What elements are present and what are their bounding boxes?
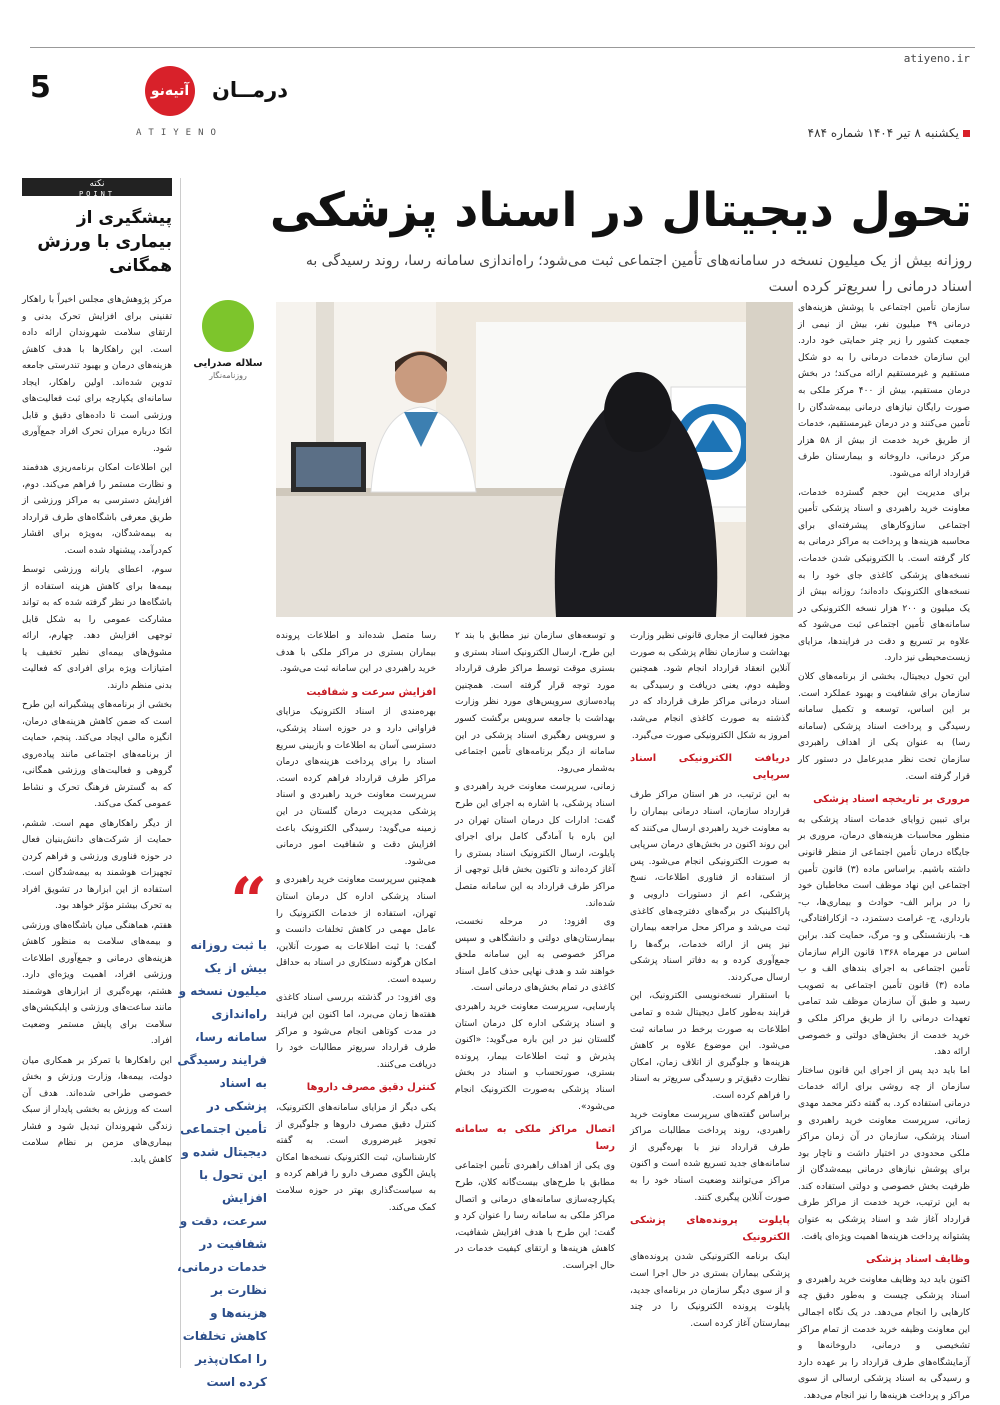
article-paragraph: وی افزود: در گذشته بررسی اسناد کاغذی هفته‌ها زمان می‌برد، اما اکنون این فرایند در مدت کوتاهی انجام می‌شود و مراکز طرف قرارداد سریع‌تر مطالبات خود را دریافت می‌کنند. <box>276 993 436 1070</box>
sidebar-label: نکته <box>89 179 105 189</box>
article-paragraph: براساس گفته‌های سرپرست معاونت خرید راهبردی، روند پرداخت مطالبات مراکز طرف قرارداد نیز با بهره‌گیری از سامانه‌های جدید تسریع شده است و اکنون مراکز می‌توانند وضعیت اسناد خود را به صورت آنلاین پیگیری کنند. <box>630 1109 790 1203</box>
article-subheading: اتصال مراکز ملکی به سامانه رسا <box>455 1124 615 1152</box>
article-paragraph: پارسایی، سرپرست معاونت خرید راهبردی و اسناد پزشکی اداره کل درمان استان گلستان نیز در این باره می‌گوید: «اکنون پذیرش و ثبت اطلاعات بیمار، پرونده بستری، صورتحساب و اسناد در بخش اسناد پزشکی به‌صورت الکترونیک انجام می‌شود». <box>455 1002 615 1112</box>
author-name: سلاله صدرایی <box>193 358 263 369</box>
article-paragraph: سازمان تأمین اجتماعی با پوشش هزینه‌های درمانی ۴۹ میلیون نفر، بیش از نیمی از جمعیت کشور را زیر چتر حمایتی خود دارد. این سازمان خدمات درمانی را به دو شکل مستقیم و غیرمستقیم ارائه می‌کند؛ در بخش درمان مستقیم، بیش از ۴۰۰ مرکز ملکی به صورت رایگان نیازهای درمانی بیمه‌شدگان را تأمین می‌کنند و در درمان غیرمستقیم، خدمات از طریق خرید خدمت از بیش از ۵۸ هزار مرکز درمانی، داروخانه و بیمارستان طرف قرارداد ارائه می‌شود. <box>798 303 971 479</box>
article-subheading: دریافت الکترونیکی اسناد سرپایی <box>630 753 790 781</box>
article-paragraph: یکی دیگر از مزایای سامانه‌های الکترونیک، کنترل دقیق مصرف داروها و جلوگیری از تجویز غیرضروری است. به گفته کارشناسان، ثبت الکترونیک نسخه‌ها امکان پایش الگوی مصرف دارو را فراهم کرده و به سیاست‌گذاری بهتر در حوزه سلامت کمک می‌کند. <box>276 1103 436 1213</box>
article-paragraph: این تحول دیجیتال، بخشی از برنامه‌های کلان سازمان برای شفافیت و بهبود عملکرد است. بر این اساس، توسعه و تکمیل سامانه رسیدگی و پرداخت اسناد پزشکی (سامانه رسا) به عنوان یکی از اهداف راهبردی سازمان تحت نظر مدیرعامل در دستور کار قرار گرفته است. <box>798 672 970 782</box>
article-column-c <box>276 628 436 1368</box>
article-column-right <box>798 300 971 1401</box>
article-paragraph: اکنون باید دید وظایف معاونت خرید راهبردی و اسناد پزشکی چیست و به‌طور دقیق چه کارهایی را انجام می‌دهد. در یک نگاه اجمالی این معاونت وظیفه خرید خدمت از تمام مراکز تشخیصی و درمانی، داروخانه‌ها و آزمایشگاه‌های طرف قرارداد را بر عهده دارد و رسیدگی به اسناد پزشکی ارسالی از سوی مراکز و پرداخت هزینه‌ها را نیز انجام می‌دهد. <box>798 1274 970 1401</box>
author-box <box>192 300 264 380</box>
article-paragraph: اما باید دید پس از اجرای این قانون ساختار سازمان از چه روشی برای ارائه خدمات درمانی استفاده کرد. به گفته دکتر محمد مهدی زمانی، سرپرست معاونت خرید راهبردی و اسناد پزشکی، سازمان در آن زمان مراکز ملکی محدودی در اختیار داشت و ناچار بود برای پوشش نیازهای درمانی بیمه‌شدگان از ظرفیت بخش خصوصی و دولتی استفاده کند. به این ترتیب، خرید خدمت از مراکز طرف قرارداد آغاز شد و اسناد پزشکی به عنوان پشتوانه پرداخت هزینه‌ها اهمیت ویژه‌ای یافت. <box>798 1065 970 1242</box>
page-header <box>0 0 1000 170</box>
sidebar-label-latin: POINT <box>78 190 116 198</box>
article-paragraph: وی یکی از اهداف راهبردی تأمین اجتماعی مطابق با طرح‌های بیست‌گانه کلان، طرح یکپارچه‌سازی سامانه‌های درمانی و اتصال مراکز ملکی به سامانه رسا را عنوان کرد و گفت: این طرح با هدف افزایش شفافیت، کاهش هزینه‌ها و ارتقای کیفیت خدمات در حال اجراست. <box>455 1161 615 1271</box>
sidebar-body <box>22 292 172 1168</box>
doctor-consultation-illustration <box>276 302 793 617</box>
top-rule <box>30 47 975 48</box>
sidebar-label-bar <box>22 178 172 196</box>
author-avatar <box>202 300 254 352</box>
article-paragraph: برای مدیریت این حجم گسترده خدمات، معاونت خرید راهبردی و اسناد پزشکی تأمین اجتماعی سازوکارهای پیشرفته‌ای برای محاسبه هزینه‌ها و پرداخت به مراکز درمانی به کار گرفته است. با الکترونیکی شدن خدمات، نسخه‌های پزشکی کاغذی جای خود را به نسخه‌های الکترونیک داده‌اند؛ روزانه بیش از یک میلیون و ۲۰۰ هزار نسخه الکترونیکی در سامانه‌های تأمین اجتماعی ثبت می‌شود که علاوه بر تسریع و دقت در فرایندها، مزایای زیست‌محیطی نیز دارد. <box>798 487 970 664</box>
article-column-b <box>455 628 615 1368</box>
sidebar-paragraph: بخشی از برنامه‌های پیشگیرانه این طرح است که ضمن کاهش هزینه‌های درمان، انگیزه مالی ایجاد می‌کند. پنجم، حمایت از برنامه‌های اجتماعی مانند پیاده‌روی گروهی و فعالیت‌های ورزشی همگانی، که به گسترش فرهنگ تحرک و نشاط عمومی کمک می‌کند. <box>22 700 172 809</box>
sidebar-paragraph: هفتم، هماهنگی میان باشگاه‌های ورزشی و بیمه‌های سلامت به منظور کاهش هزینه‌های درمانی و جمع‌آوری اطلاعات ورزشی افراد، اهمیت ویژه‌ای دارد. هشتم، بهره‌گیری از ابزارهای هوشمند مانند ساعت‌های ورزشی و اپلیکیشن‌های سلامت برای پایش مستمر وضعیت افراد. <box>22 920 172 1046</box>
pull-quote <box>175 864 267 1394</box>
brand-logo: آتیه‌نو <box>145 66 195 116</box>
issue-info <box>808 126 970 140</box>
issue-info-text: یکشنبه ۸ تیر ۱۴۰۴ شماره ۴۸۴ <box>807 126 959 140</box>
article-paragraph: وی افزود: در مرحله نخست، بیمارستان‌های دولتی و دانشگاهی و سپس مراکز خصوصی به این سامانه ملحق خواهند شد و هدف نهایی حذف کامل اسناد کاغذی در تمام بخش‌های درمانی است. <box>455 917 615 994</box>
sidebar-column <box>22 178 172 1368</box>
sidebar-paragraph: این راهکارها با تمرکز بر همکاری میان دولت، بیمه‌ها، وزارت ورزش و بخش خصوصی طراحی شده‌اند. هدف آن است که ورزش به بخشی پایدار از سبک زندگی شهروندان تبدیل شود و فشار بیماری‌های مزمن بر نظام سلامت کاهش یابد. <box>22 1055 172 1165</box>
article-paragraph: و توسعه‌های سازمان نیز مطابق با بند ۲ این طرح، ارسال الکترونیک اسناد بستری و بستری موقت توسط مراکز طرف قرارداد مورد توجه قرار گرفته است. همچنین پیاده‌سازی سرویس‌های مورد نظر وزارت بهداشت با جامعه سرویس برگشت کسور و سرویس رهگیری اسناد پزشکی در این سامانه از دیگر برنامه‌های تأمین اجتماعی به‌شمار می‌رود. <box>455 631 615 774</box>
page-number: 5 <box>30 70 51 105</box>
section-name: درمــان <box>212 78 289 102</box>
article-headline: تحول دیجیتال در اسناد پزشکی <box>269 183 972 238</box>
sidebar-title: پیشگیری از بیماری با ورزش همگانی <box>37 208 172 276</box>
site-url[interactable]: atiyeno.ir <box>903 52 970 65</box>
issue-dot-icon <box>963 130 970 137</box>
sidebar-paragraph: مرکز پژوهش‌های مجلس اخیراً با راهکار تقنینی برای افزایش تحرک بدنی و ارتقای سلامت شهروندان ارائه داده است. این راهکارها با هدف کاهش هزینه‌های درمان و بهبود تندرستی جامعه تدوین شده‌اند. اولین راهکار، ایجاد سامانه‌ای یکپارچه برای ثبت فعالیت‌های ورزشی است تا داده‌های دقیق و قابل اتکا درباره میزان تحرک افراد جمع‌آوری شود. <box>22 295 172 454</box>
sidebar-paragraph: این اطلاعات امکان برنامه‌ریزی هدفمند و نظارت مستمر را فراهم می‌کند. دوم، افزایش دسترسی به مراکز ورزشی از طریق معرفی باشگاه‌های طرف قرارداد به بیمه‌شدگان، به‌ویژه برای اقشار کم‌درآمد، پیشنهاد شده است. <box>22 463 172 556</box>
article-subheading: وظایف اسناد پزشکی <box>866 1254 970 1266</box>
article-paragraph: برای تبیین زوایای خدمات اسناد پزشکی به منظور محاسبات هزینه‌های درمان، مروری بر جایگاه درمان تأمین اجتماعی از منظر قانونی داشته باشیم. براساس ماده (۳) قانون تأمین اجتماعی این نهاد موظف است مخاطبان خود را در برابر الف- حوادث و بیماری‌ها، ب- بارداری، ج- غرامت دستمزد، د- ازکارافتادگی، هـ- بازنشستگی و و- مرگ، حمایت کند. براین اساس در مهرماه ۱۳۶۸ قانون الزام سازمان تأمین اجتماعی به اجرای بندهای الف و ب ماده (۳) قانون تأمین اجتماعی به تصویب رسید و طبق آن سازمان موظف شد تمامی تعهدات درمانی را از طریق مراکز ملکی و خرید خدمت از بخش‌های دولتی و خصوصی ارائه دهد. <box>798 814 970 1058</box>
article-subheading: کنترل دقیق مصرف داروها <box>306 1082 436 1094</box>
article-lead: روزانه بیش از یک میلیون نسخه در سامانه‌های تأمین اجتماعی ثبت می‌شود؛ راه‌اندازی سامانه رسا، روند رسیدگی به اسناد درمانی را سریع‌تر کرده است <box>305 253 972 295</box>
quote-mark-icon: “ <box>230 864 267 939</box>
sidebar-paragraph: سوم، اعطای یارانه ورزشی توسط بیمه‌ها برای کاهش هزینه استفاده از باشگاه‌ها در نظر گرفته شده که به تواند مشارکت عمومی را به شکل قابل توجهی افزایش دهد. چهارم، ارائه مشوق‌های بیمه‌ای نظیر تخفیف یا امتیازات ویژه برای افرادی که فعالیت بدنی منظم دارند. <box>22 565 172 691</box>
article-subheading: مروری بر تاریخچه اسناد پزشکی <box>813 794 970 806</box>
sidebar-paragraph: از دیگر راهکارهای مهم است. ششم، حمایت از شرکت‌های دانش‌بنیان فعال در حوزه فناوری ورزشی و فراهم کردن تجهیزات هوشمند به بیمه‌شدگان است. استفاده از این ابزارها در تشویق افراد به تحرک بیشتر مؤثر خواهد بود. <box>22 818 172 911</box>
article-column-a <box>630 628 790 1368</box>
author-role: روزنامه‌نگار <box>209 371 247 380</box>
article-subheading: افزایش سرعت و شفافیت <box>306 686 436 698</box>
brand-logo-latin: ATIYENO <box>136 128 223 138</box>
article-subheading: پایلوت پرونده‌های پزشکی الکترونیک <box>630 1215 790 1243</box>
article-paragraph: با استقرار نسخه‌نویسی الکترونیک، این فرایند به‌طور کامل دیجیتال شده و تمامی اطلاعات به صورت برخط در سامانه ثبت می‌شود. این موضوع علاوه بر کاهش هزینه‌ها و جلوگیری از اتلاف زمان، امکان نظارت دقیق‌تر و رسیدگی سریع‌تر به اسناد را فراهم کرده است. <box>630 991 790 1102</box>
article-paragraph: اینک برنامه الکترونیکی شدن پرونده‌های پزشکی بیماران بستری در حال اجرا است و از سوی دیگر سازمان در برنامه‌ای جدید، پایلوت پرونده الکترونیک را در چند بیمارستان آغاز کرده است. <box>630 1252 790 1329</box>
article-paragraph: همچنین سرپرست معاونت خرید راهبردی و اسناد پزشکی اداره کل درمان استان تهران، استفاده از خدمات الکترونیک را عامل مهمی در کاهش تخلفات دانست و گفت: با ثبت اطلاعات به صورت آنلاین، امکان هرگونه دستکاری در اسناد به حداقل رسیده است. <box>276 875 436 985</box>
article-paragraph: رسا متصل شده‌اند و اطلاعات پرونده بیماران بستری در مراکز ملکی با هدف خرید راهبردی در این سامانه ثبت می‌شود. <box>276 631 436 675</box>
article-paragraph: زمانی، سرپرست معاونت خرید راهبردی و اسناد پزشکی، با اشاره به اجرای این طرح گفت: ادارات کل درمان استان تهران در این باره با آمادگی کامل برای اجرای پایلوت، ارسال الکترونیک اسناد بستری را آغاز کرده‌اند و تاکنون بخش قابل توجهی از مراکز طرف قرارداد به این سامانه متصل شده‌اند. <box>455 782 615 909</box>
article-paragraph: مجوز فعالیت از مجاری قانونی نظیر وزارت بهداشت و سازمان نظام پزشکی به صورت آنلاین انعقاد قرارداد انجام شود. همچنین وظیفه دوم، یعنی دریافت و رسیدگی به اسناد درمانی مراکز طرف قرارداد که در گذشته به صورت کاغذی انجام می‌شد، امروز به شکل الکترونیکی صورت می‌گیرد. <box>630 631 790 741</box>
article-paragraph: به این ترتیب، در هر استان مراکز طرف قرارداد سازمان، اسناد درمانی بیماران را به معاونت خرید راهبردی ارسال می‌کنند که این روند اکنون در بخش‌های درمان سرپایی به صورت الکترونیکی انجام می‌شود. پس از استفاده از فناوری اطلاعات، نسخ پزشکی، اعم از دستورات دارویی و پاراکلینیک در برگه‌های دفترچه‌های کاغذی ثبت می‌شد و مراکز محل مراجعه بیماران نیز پس از ارائه خدمات، برگه‌ها را جمع‌آوری کرده و به دفاتر اسناد پزشکی ارسال می‌کردند. <box>630 790 790 983</box>
article-photo <box>276 302 793 617</box>
article-paragraph: بهره‌مندی از اسناد الکترونیک مزایای فراوانی دارد و در حوزه اسناد پزشکی، دسترسی آسان به اطلاعات و بازبینی سریع اسناد را برای پرداخت هزینه‌های درمان مراکز طرف قرارداد فراهم کرده است. سرپرست معاونت خرید راهبردی و اسناد پزشکی مدیریت درمان گلستان در این زمینه می‌گوید: رسیدگی الکترونیک باعث افزایش دقت و شفافیت امور درمانی می‌شود. <box>276 707 436 867</box>
pull-quote-text: با ثبت روزانه بیش از یک میلیون نسخه و راه‌اندازی سامانه رسا، فرایند رسیدگی به اسناد پزشکی در تأمین اجتماعی دیجیتال شده و این تحول با افزایش سرعت، دقت و شفافیت در خدمات درمانی، نظارت بر هزینه‌ها و کاهش تخلفات را امکان‌پذیر کرده است <box>177 938 267 1389</box>
